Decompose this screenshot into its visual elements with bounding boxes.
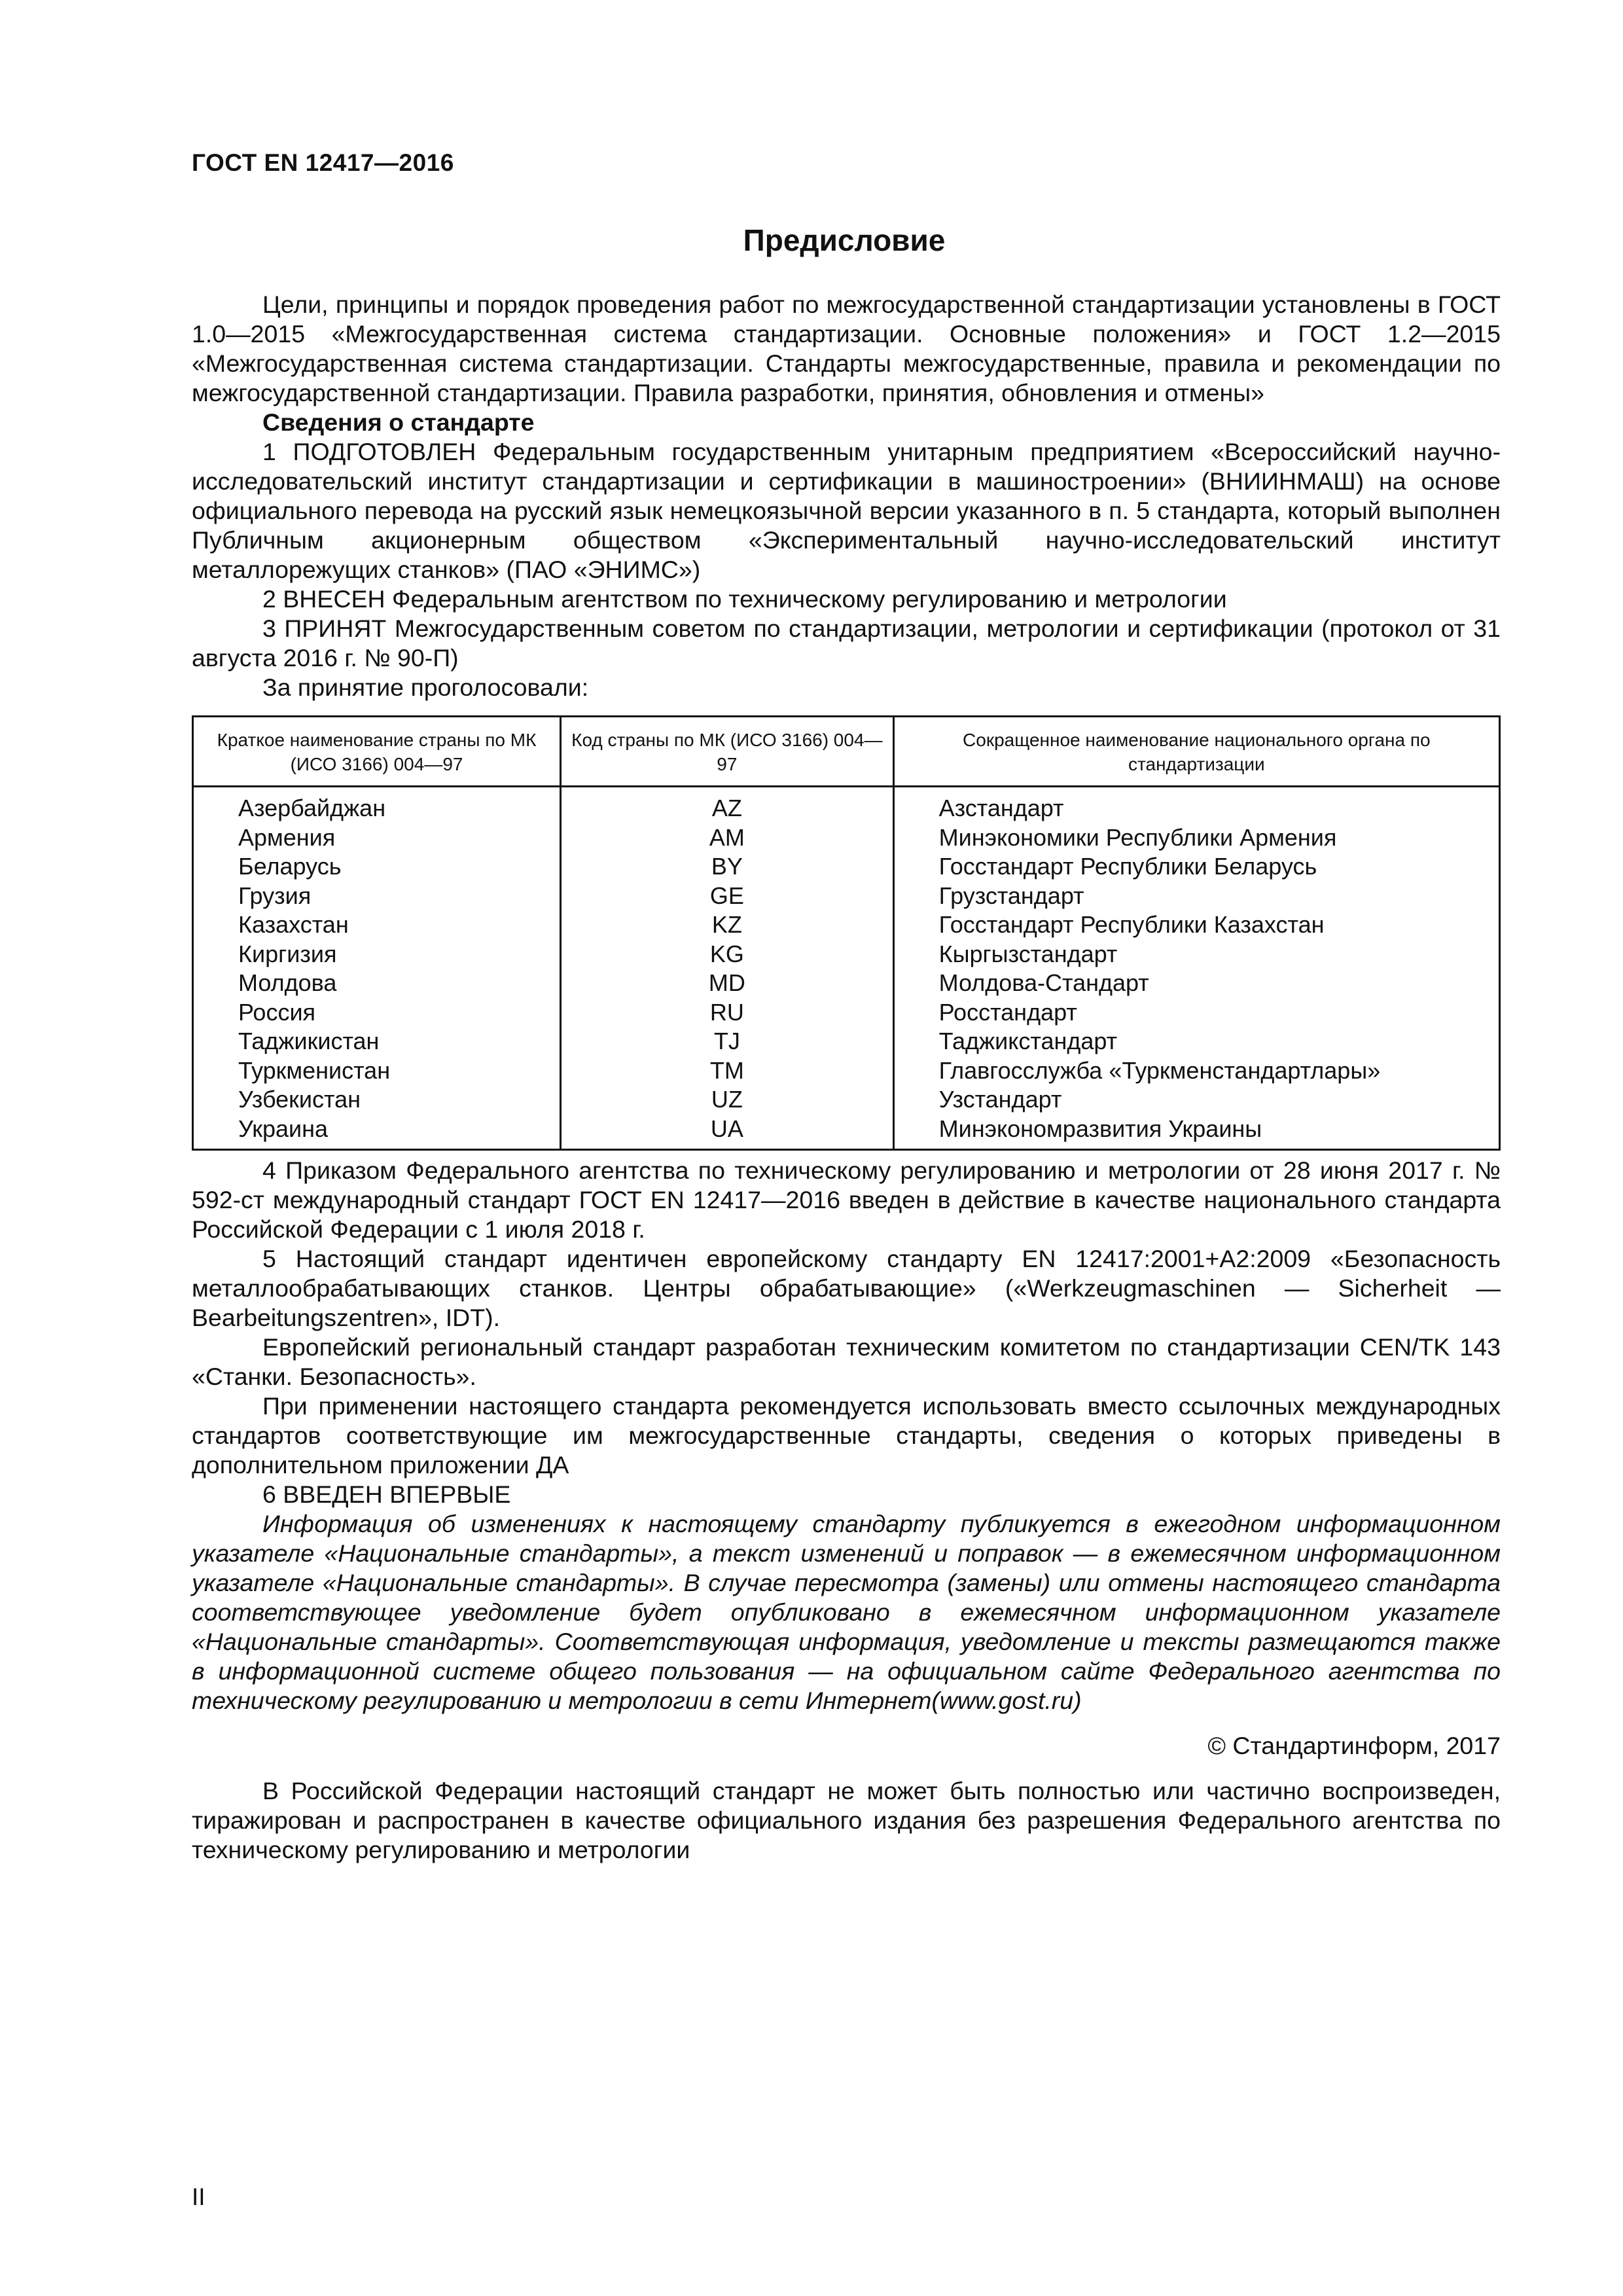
standards-body: Госстандарт Республики Беларусь: [893, 852, 1499, 882]
foreword-body: [192, 290, 1501, 1865]
standards-body: Азстандарт: [893, 787, 1499, 823]
table-row: [193, 910, 1500, 940]
item-5-references-paragraph: При применении настоящего стандарта рекомендуется использовать вместо ссылочных международных стандартов соответствующие им межгосударственные стандарты, сведения о которых приведены в дополнительном приложении ДА: [192, 1392, 1501, 1479]
country-name: Украина: [193, 1115, 561, 1150]
standards-body: Минэкономразвития Украины: [893, 1115, 1499, 1150]
country-name: Грузия: [193, 882, 561, 911]
page-title: Предисловие: [743, 223, 946, 257]
country-code: UA: [561, 1115, 894, 1150]
country-code: TJ: [561, 1027, 894, 1056]
page-number: II: [192, 2183, 205, 2210]
legal-notice-paragraph: В Российской Федерации настоящий стандарт не может быть полностью или частично воспроизведен, тиражирован и распространен в качестве официального издания без разрешения Федерального агентства по техническому регулированию и метрологии: [192, 1777, 1501, 1863]
standards-body: Минэкономики Республики Армения: [893, 823, 1499, 853]
country-name: Азербайджан: [193, 787, 561, 823]
standards-body: Узстандарт: [893, 1085, 1499, 1115]
standards-body: Росстандарт: [893, 998, 1499, 1028]
standards-body: Кыргызстандарт: [893, 940, 1499, 969]
col-header-code: Код страны по МК (ИСО 3166) 004—97: [561, 717, 894, 787]
item-5-paragraph: 5 Настоящий стандарт идентичен европейскому стандарту EN 12417:2001+A2:2009 «Безопасность металлообрабатывающих станков. Центры обрабатывающие» («Werkzeugmaschinen — Sicherheit — Bearbeitungszentren», IDT).: [192, 1245, 1501, 1331]
item-5-regional-paragraph: Европейский региональный стандарт разработан техническим комитетом по стандартизации CEN/TK 143 «Станки. Безопасность».: [192, 1333, 1501, 1390]
country-name: Таджикистан: [193, 1027, 561, 1056]
col-header-org: Сокращенное наименование национального органа по стандартизации: [893, 717, 1499, 787]
item-3-paragraph: 3 ПРИНЯТ Межгосударственным советом по стандартизации, метрологии и сертификации (протокол от 31 августа 2016 г. № 90-П): [192, 615, 1501, 672]
table-header-row: [193, 717, 1500, 787]
country-name: Узбекистан: [193, 1085, 561, 1115]
table-row: [193, 1056, 1500, 1086]
country-code: TM: [561, 1056, 894, 1086]
document-code-header: ГОСТ EN 12417—2016: [192, 149, 454, 176]
country-code: AM: [561, 823, 894, 853]
copyright-line: © Стандартинформ, 2017: [1207, 1732, 1501, 1759]
item-4-paragraph: 4 Приказом Федерального агентства по техническому регулированию и метрологии от 28 июня 2017 г. № 592-ст международный стандарт ГОСТ EN 12417—2016 введен в действие в качестве национального стандарта Российской Федерации с 1 июля 2018 г.: [192, 1157, 1501, 1243]
voting-countries-table: [192, 715, 1501, 1151]
country-code: KZ: [561, 910, 894, 940]
table-row: [193, 1085, 1500, 1115]
table-row: [193, 1115, 1500, 1150]
country-name: Киргизия: [193, 940, 561, 969]
country-code: MD: [561, 969, 894, 998]
standards-body: Грузстандарт: [893, 882, 1499, 911]
table-row: [193, 823, 1500, 853]
intro-paragraph: Цели, принципы и порядок проведения работ по межгосударственной стандартизации установлены в ГОСТ 1.0—2015 «Межгосударственная система стандартизации. Основные положения» и ГОСТ 1.2—2015 «Межгосударственная система стандартизации. Стандарты межгосударственные, правила и рекомендации по межгосударственной стандартизации. Правила разработки, принятия, обновления и отмены»: [192, 291, 1501, 406]
table-row: [193, 852, 1500, 882]
col-header-country: Краткое наименование страны по МК (ИСО 3166) 004—97: [193, 717, 561, 787]
item-1-paragraph: 1 ПОДГОТОВЛЕН Федеральным государственным унитарным предприятием «Всероссийский научно-исследовательский институт стандартизации и сертификации в машиностроении» (ВНИИНМАШ) на основе официального перевода на русский язык немецкоязычной версии указанного в п. 5 стандарта, который выполнен Публичным акционерным обществом «Экспериментальный научно-исследовательский институт металлорежущих станков» (ПАО «ЭНИМС»): [192, 438, 1501, 583]
info-heading: Сведения о стандарте: [262, 408, 535, 436]
table-row: [193, 998, 1500, 1028]
country-name: Молдова: [193, 969, 561, 998]
country-name: Беларусь: [193, 852, 561, 882]
standards-body: Таджикстандарт: [893, 1027, 1499, 1056]
country-name: Туркменистан: [193, 1056, 561, 1086]
table-row: [193, 969, 1500, 998]
table-row: [193, 882, 1500, 911]
country-name: Казахстан: [193, 910, 561, 940]
item-6-paragraph: 6 ВВЕДЕН ВПЕРВЫЕ: [262, 1480, 511, 1508]
country-code: AZ: [561, 787, 894, 823]
item-2-paragraph: 2 ВНЕСЕН Федеральным агентством по техническому регулированию и метрологии: [262, 585, 1227, 613]
country-name: Армения: [193, 823, 561, 853]
table-row: [193, 787, 1500, 823]
changes-info-paragraph: Информация об изменениях к настоящему стандарту публикуется в ежегодном информационном указателе «Национальные стандарты», а текст изменений и поправок — в ежемесячном информационном указателе «Национальные стандарты». В случае пересмотра (замены) или отмены настоящего стандарта соответствующее уведомление будет опубликовано в ежемесячном информационном указателе «Национальные стандарты». Соответствующая информация, уведомление и тексты размещаются также в информационной системе общего пользования — на официальном сайте Федерального агентства по техническому регулированию и метрологии в сети Интернет(www.gost.ru): [192, 1510, 1501, 1714]
standards-body: Госстандарт Республики Казахстан: [893, 910, 1499, 940]
country-code: UZ: [561, 1085, 894, 1115]
standards-body: Главгосслужба «Туркменстандартлары»: [893, 1056, 1499, 1086]
country-name: Россия: [193, 998, 561, 1028]
country-code: KG: [561, 940, 894, 969]
country-code: GE: [561, 882, 894, 911]
country-code: BY: [561, 852, 894, 882]
table-row: [193, 1027, 1500, 1056]
table-row: [193, 940, 1500, 969]
country-code: RU: [561, 998, 894, 1028]
standards-body: Молдова-Стандарт: [893, 969, 1499, 998]
voted-line: За принятие проголосовали:: [262, 673, 589, 701]
